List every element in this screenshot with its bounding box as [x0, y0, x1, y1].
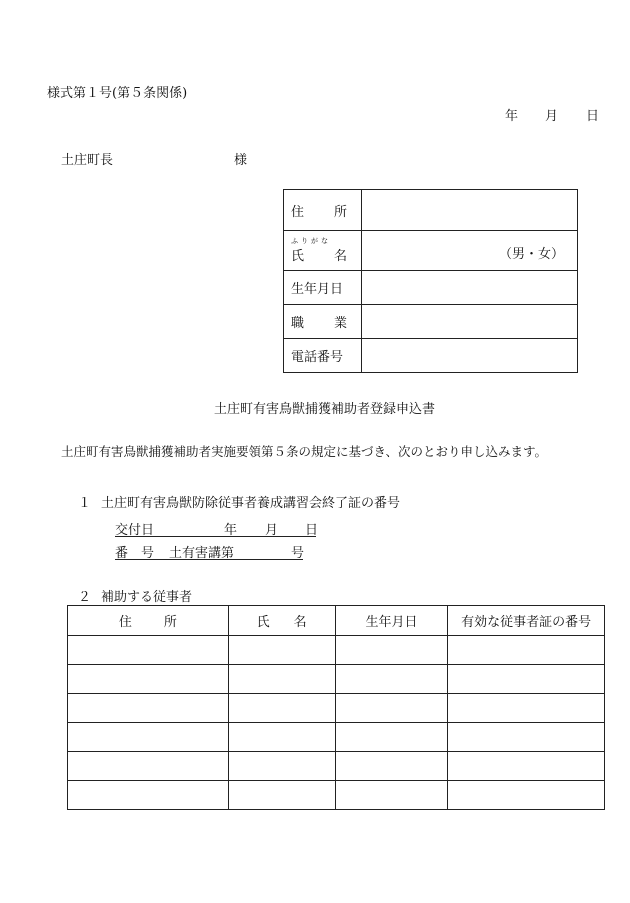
- address-label: 住 所: [284, 190, 362, 231]
- date-month-label: 月: [545, 109, 559, 124]
- worker-name-cell[interactable]: [228, 781, 335, 810]
- issue-date-label: 交付日: [115, 523, 155, 538]
- col-header-birthdate: 生年月日: [335, 606, 448, 636]
- worker-license-cell[interactable]: [448, 781, 605, 810]
- certificate-number-line[interactable]: [115, 542, 303, 560]
- worker-birthdate-cell[interactable]: [335, 636, 448, 665]
- workers-table: [67, 605, 605, 810]
- issue-year-label: 年: [224, 523, 238, 538]
- table-row: [68, 723, 605, 752]
- issue-date-line[interactable]: [115, 519, 319, 538]
- worker-name-cell[interactable]: [228, 665, 335, 694]
- worker-birthdate-cell[interactable]: [335, 665, 448, 694]
- worker-address-cell[interactable]: [68, 636, 229, 665]
- addressee-honorific: 様: [234, 153, 248, 168]
- worker-address-cell[interactable]: [68, 665, 229, 694]
- worker-address-cell[interactable]: [68, 752, 229, 781]
- worker-license-cell[interactable]: [448, 752, 605, 781]
- worker-name-cell[interactable]: [228, 723, 335, 752]
- worker-address-cell[interactable]: [68, 781, 229, 810]
- col-header-license-number: 有効な従事者証の番号: [448, 606, 605, 636]
- worker-license-cell[interactable]: [448, 665, 605, 694]
- applicant-info-table: [283, 189, 578, 373]
- certificate-number-label: 番 号: [115, 546, 155, 561]
- addressee-title: 土庄町長: [61, 153, 114, 168]
- workers-header-row: [68, 606, 605, 636]
- certificate-number-suffix: 号: [291, 546, 305, 561]
- worker-birthdate-cell[interactable]: [335, 694, 448, 723]
- worker-address-cell[interactable]: [68, 723, 229, 752]
- occupation-field[interactable]: [362, 305, 578, 339]
- worker-name-cell[interactable]: [228, 636, 335, 665]
- worker-birthdate-cell[interactable]: [335, 752, 448, 781]
- section1-number: １: [78, 496, 92, 511]
- birthdate-row: [284, 271, 578, 305]
- section1-heading: 土庄町有害鳥獣防除従事者養成講習会終了証の番号: [101, 496, 401, 511]
- intro-text: 土庄町有害鳥獣捕獲補助者実施要領第５条の規定に基づき、次のとおり申し込みます。: [61, 444, 548, 459]
- table-row: [68, 752, 605, 781]
- phone-row: [284, 339, 578, 373]
- date-day-label: 日: [586, 109, 600, 124]
- occupation-label: 職 業: [284, 305, 362, 339]
- document-title: 土庄町有害鳥獣捕獲補助者登録申込書: [214, 402, 436, 417]
- col-header-name: 氏 名: [228, 606, 335, 636]
- worker-name-cell[interactable]: [228, 694, 335, 723]
- name-label: ふりがな 氏 名: [284, 231, 362, 271]
- birthdate-field[interactable]: [362, 271, 578, 305]
- form-number: 様式第１号(第５条関係): [47, 86, 188, 101]
- worker-birthdate-cell[interactable]: [335, 781, 448, 810]
- name-field[interactable]: [362, 231, 578, 271]
- furigana-label: ふりがな: [291, 237, 331, 245]
- worker-license-cell[interactable]: [448, 723, 605, 752]
- table-row: [68, 665, 605, 694]
- phone-field[interactable]: [362, 339, 578, 373]
- issue-day-label: 日: [305, 523, 319, 538]
- occupation-row: [284, 305, 578, 339]
- worker-name-cell[interactable]: [228, 752, 335, 781]
- section2-number: ２: [78, 590, 92, 605]
- table-row: [68, 636, 605, 665]
- section2-heading: 補助する従事者: [101, 590, 193, 605]
- gender-choice[interactable]: （男・女）: [498, 247, 564, 262]
- worker-license-cell[interactable]: [448, 694, 605, 723]
- worker-address-cell[interactable]: [68, 694, 229, 723]
- phone-label: 電話番号: [284, 339, 362, 373]
- worker-birthdate-cell[interactable]: [335, 723, 448, 752]
- table-row: [68, 694, 605, 723]
- address-field[interactable]: [362, 190, 578, 231]
- issue-month-label: 月: [265, 523, 279, 538]
- worker-license-cell[interactable]: [448, 636, 605, 665]
- date-year-label: 年: [505, 109, 519, 124]
- col-header-address: 住 所: [68, 606, 229, 636]
- name-row: [284, 231, 578, 271]
- certificate-number-prefix: 土有害講第: [169, 546, 235, 561]
- address-row: [284, 190, 578, 231]
- table-row: [68, 781, 605, 810]
- birthdate-label: 生年月日: [284, 271, 362, 305]
